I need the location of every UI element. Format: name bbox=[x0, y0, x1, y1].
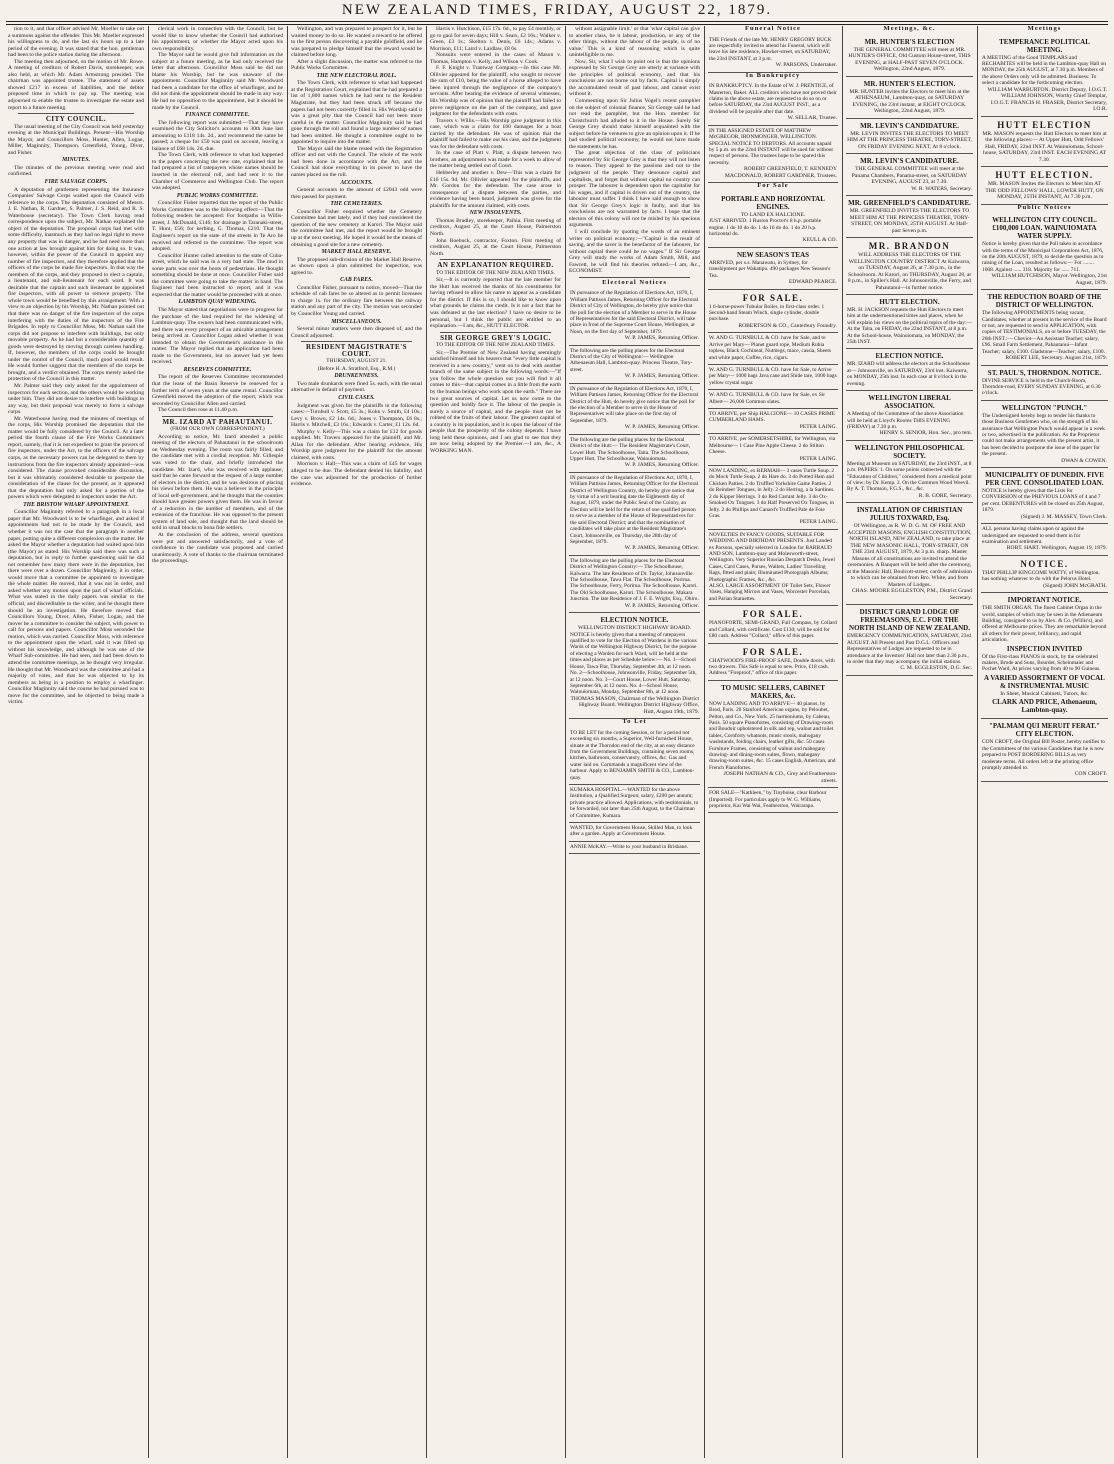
article-text: The Mayor stated that negotiations were in progress for the purchase of the land required for the widening of Lambton-quay. The owners had been communicated with, and there was every prospect of an amicable arrangement being arrived at. Councillor Logan asked whether it was intended to obtain the Government's assistance in the matter. The Mayor replied that an application had been made to the Government, but no answer had yet been received. bbox=[152, 306, 283, 366]
notice-title: MR. GREENFIELD'S CANDIDATURE. bbox=[848, 199, 971, 208]
article-text: The minutes of the previous meeting were read and confirmed. bbox=[8, 164, 144, 178]
column-divider bbox=[704, 26, 705, 1458]
headline-city-council: CITY COUNCIL. bbox=[45, 115, 107, 124]
notice-ad bbox=[846, 441, 973, 504]
notice-ad bbox=[708, 290, 838, 334]
article-text: The Town Clerk, with reference to what had happened at the Registration Court, explained that he had prepared a list of 1,800 names which he had sent to the Resident Magistrate, but they had been struck off because the papers had not been correctly filled in. His Worship said it was a great pity that the Council had not been more careful in the matter. Councillor Maginnity said he had gone through the roll and found a large number of names had been omitted. He thought a committee ought to be appointed to inquire into the matter. bbox=[291, 80, 422, 146]
notice-text: NOTICE is hereby given that a meeting of ratepayers qualified to vote for the Election of Wardens in the various Wards of the Wellington Highway District, for the purpose of electing a Warden for each Ward, will be held at the times and places as per Schedule below:— No. 1—School House, Tawa Flat, Thursday, September 4th, at 12 noon. No. 2—Schoolhouse, Johnsonville, Friday, September 5th, at 12 noon. No. 3—Court House, Lower Hutt, Saturday, September 6th, at 12 noon. No. 4—School House, Wainuiomata, Monday, September 8th, at 12 noon. bbox=[570, 631, 697, 696]
headline-grey-logic: SIR GEORGE GREY'S LOGIC. bbox=[440, 333, 551, 342]
notice-title: DISTRICT GRAND LODGE OF FREEMASONS, E.C. FOR THE NORTH ISLAND OF NEW ZEALAND. bbox=[849, 608, 970, 633]
notice-text: MR. IZARD will address the electors at the Schoolhouse at— Johnsonville, on SATURDAY, 23rd inst. Kaiwarra, on MONDAY, 25th inst. In each case at 8 o'clock in the evening. bbox=[847, 361, 970, 387]
notice-signature: HENRY S. SENIOR, Hon. Sec., pro tem. bbox=[879, 430, 972, 437]
notice-ad bbox=[569, 384, 700, 435]
notice-text: THE SMITH ORGAN. The finest Cabinet Organ in the world, samples of which may be seen in the Athenaeum Building, consigned to us by Alex. & Co. (Willis's), and offered at Melbourne prices. They are remarkable beyond all others for their power, brilliancy, and rapid articulation. bbox=[982, 605, 1107, 644]
notice-text: ALL persons having claims upon or against the undersigned are requested to send them in for examination and settlement. bbox=[982, 526, 1085, 545]
column-divider bbox=[842, 26, 843, 1458]
notice-ad bbox=[981, 468, 1108, 524]
notice-signature: PETER LAING. bbox=[799, 455, 837, 462]
notice-ad bbox=[708, 248, 838, 290]
notice-ad bbox=[981, 719, 1108, 782]
notice-ad bbox=[569, 823, 700, 842]
notice-title: ELECTION NOTICE. bbox=[600, 616, 669, 625]
notice-text: NOW LANDING, ex BERMAH— 3 cases Turtle Soup. 2 do Mock Turtle Soup. 2 do Hare do. 3 do Potted Ham and Chicken Patties. 2 do Truffled Yorkshire Game Patties. 2 do Reindeer Tongues, in Jelly. 2 do Herring, a la Sardines. 2 do Kipper Herrings. 3 do Red Carrant Jelly. 3 do Ox-Smoked Ox Tongues. 3 do Half Preserved Ox Tongues, in Jelly. 2 do Phillips and Canard's Truffled Pate de Foie Gras. bbox=[709, 468, 835, 519]
column-3 bbox=[291, 26, 422, 1458]
dateline: (Before H. A. Stratford, Esq., R.M.) bbox=[317, 365, 396, 372]
notice-text: MR. MASON Invites the Electors to Meet him AT THE ODD FELLOWS' HALL, LOWER HUTT, ON MONDAY, 25TH INSTANT, At 7.30 p.m. bbox=[985, 181, 1104, 201]
notice-ad bbox=[569, 785, 700, 823]
article-text: F. F. Knight v. Tramway Company.—In this case Mr. Ollivier appeared for the plaintiff, who sought to recover the sum of £10, being the value of a horse alleged to have been injured through the negligence of the company's servants. After hearing the evidence of several witnesses, His Worship was of opinion that the plaintiff had failed to prove negligence on the part of the company, and gave judgment for the defendants with costs. bbox=[430, 65, 561, 118]
section-bankruptcy: In Bankruptcy bbox=[745, 71, 801, 79]
notice-ad bbox=[981, 167, 1108, 205]
notice-title: NEW SEASON'S TEAS bbox=[736, 250, 810, 259]
notice-text: PIANOFORTE, SEMI-GRAND, Full Compass, by Collard and Collard, with certificate. Cost £130; will be sold for £80 cash. Address "Collard," office of this paper. bbox=[709, 620, 837, 640]
notice-text: WILL ADDRESS THE ELECTORS OF THE WELLINGTON COUNTRY DISTRICT At Kaiwarra, on TUESDAY, August 26, at 7.30 p.m., in the Schoolroom. At Karori, on THURSDAY, August 28, at 8 p.m., in Spiller's Hall. At Johnsonville, the Ferry, and Pahautanui—in further notice. bbox=[847, 252, 972, 291]
subhead: THE CEMETERIES. bbox=[330, 201, 383, 208]
notice-signature: W. R. WATERS, Secretary. bbox=[911, 185, 972, 192]
notice-ad bbox=[708, 365, 838, 390]
notice-text: The following are the polling places for the Electoral District of the City of Wellington:— Wellington Athenaeum Hall, Lambton-quay. Princess Theatre, Tory-street. bbox=[570, 347, 693, 373]
notice-signature: W. SELLAR, Trustee. bbox=[787, 115, 837, 122]
subhead: THE BRISTOW WHARF APPOINTMENT. bbox=[23, 501, 129, 508]
notice-ad bbox=[846, 196, 973, 238]
notice-ad bbox=[708, 788, 838, 813]
notice-subtitle: TO LAND EX HALCIONE. bbox=[740, 211, 806, 218]
article-text: Two male drunkards were fined 5s. each, with the usual alternative in default of payment. bbox=[291, 380, 422, 394]
article-text: According to notice, Mr. Izard attended a public meeting of the electors of Pahautanui in the schoolroom on Wednesday evening. The room was fairly filled, and the candidate met with a cordial reception. Mr. Gillespie was voted to the chair, and briefly introduced the candidate. Mr. Izard, who was received with applause, said that he came forward at the request of a large number of electors in the district, and he was desirous of placing his views before them. He was a believer in the principle of local self-government, and he thought that the counties should have greater powers given them. He was in favour of a reduction in the number of members, and of the extension of the franchise. He was opposed to the present system of land sale, and thought that the land should be sold in small blocks to bona fide settlers. bbox=[152, 433, 283, 532]
notice-text: NOW LANDING AND TO ARRIVE— 40 pianos, by Brod, Paris. 20 Stanford American organs, by Peloubet, Pelton, and Co., New York. 25 harmoniums, by Cabeau, Paris. 50 square Pianofortes, consisting of Drawing-room and Boudoir upholstered in silk and rep, walnut and toilet tables, Cornforty whatnots, music stools, mahogany washstands, folding chairs, leather gifts, &c. 50 cases Furniture Frames, consisting of walnut and mahogany drawing- and dining-room suites, flown, mahogany drawing-room suites, &c. 15 cases English, American, and French Pianofortes. bbox=[709, 700, 836, 771]
notice-title: MR. LEVIN'S CANDIDATURE. bbox=[860, 121, 959, 130]
article-text: Harris v. Hutchison, £15 17s. 6d., to pay £4 monthly, or go to gaol for seven days; Hill v. Sears, £2 16s.; Walker v. Green, £3 1s.; Skelton v. Denis, £6 14s.; Adams v. Morrison, £11; Laird v. Laidlaw, £8 6s. bbox=[430, 26, 561, 52]
notice-subtitle: WELLINGTON DISTRICT HIGHWAY BOARD. bbox=[577, 625, 692, 632]
subhead: MARKET HALL RESERVE. bbox=[321, 249, 392, 256]
subhead: FIRE SALVAGE CORPS. bbox=[44, 179, 108, 186]
column-1 bbox=[8, 26, 144, 1458]
notice-signature: KEULL & CO. bbox=[802, 237, 837, 244]
notice-ad bbox=[846, 238, 973, 295]
notice-title: WELLINGTON LIBERAL ASSOCIATION. bbox=[868, 394, 951, 411]
article-text: Judgment was given for the plaintiffs in the following cases:—Turnbull v. Scott, £5 3s.; Kohn v. Smith, £4 10s.; Levy v. Brown, £2 14s. 6d.; Jones v. Thompson, £6 8s.; Harris v. Mitchell, £3 16s.; Edwards v. Carter, £1 12s. 6d. bbox=[291, 402, 422, 429]
notice-title: MR. HUNTER'S ELECTION. bbox=[863, 79, 956, 88]
subhead: MISCELLANEOUS. bbox=[331, 318, 382, 325]
notice-title: HUTT ELECTION bbox=[997, 119, 1092, 130]
notice-title: WELLINGTON CITY COUNCIL. £100,000 LOAN. WAINUIOMATA WATER SUPPLY. bbox=[992, 216, 1097, 241]
article-text: After a slight discussion, the matter was referred to the Public Works Committee. bbox=[291, 58, 422, 72]
notice-title: FOR SALE. bbox=[742, 292, 804, 303]
notice-ad bbox=[569, 556, 700, 613]
notice-ad bbox=[708, 681, 838, 788]
notice-text: Of the First-class PIANOS in stock, by the celebrated makers, Brode and Sons, Bourdet, Scheinmaier and Pochet Ward, At prices varying from 40 to 90 Guineas. bbox=[982, 653, 1101, 673]
article-text: Sir,—The Premier of New Zealand having seemingly satisfied himself and his hearers that "every little capital is received in a new country," went on to deal with another branch of the same subject in the following words:—"If you follow the whole question out you will find it all comes to this—that capital comes in a little from the earth by the human beings who work upon the earth." There are two great sources of capital. Let us now come to the question and boldly face it. The labour of the people is surely a source of capital, and the people must not be robbed of the fruits of their labour. The greatest capital of a country is its population, and it is upon the labour of the people that the prosperity of the colony depends. I have long held these opinions, and I am glad to see that they are now being adopted by the Premier.—I am, &c., A WORKING MAN. bbox=[430, 349, 561, 454]
article-text: The following report was submitted:—That they have examined the City Solicitor's accounts to 30th June last amounting to £118 14s. 2d., and recommend the same be passed; a cheque for £50 was paid on account, leaving a balance of £68 14s. 2d. due. bbox=[152, 119, 283, 152]
notice-text: IN pursuance of the Regulation of Elections Act, 1870, I, William Pattison James, Returning Officer for the Electoral District of Wellington Country, do hereby give notice that by virtue of a writ bearing date the Eighteenth day of August, 1879, under the Public Seal of the Colony, an Election will be held for the return of one qualified person to serve as a member of the House of Representatives for the said Electoral District; and that the nomination of candidates will take place at the Resident Magistrate's Court, Johnsonville, on Thursday, the 28th day of September, 1879. bbox=[570, 474, 699, 545]
notice-text: MR. MASON requests the Hutt Electors to meet him at the following places:— At Upper Hutt, Odd Fellows' Hall, FRIDAY, 22nd INST. At Wainuiomata, School-house, SATURDAY, 23rd INST. EACH EVENING AT 7.30. bbox=[982, 130, 1107, 163]
notice-signature: THOMAS MASON, Chairman of the Wellington District Highway Board. Wellington District Highway Office, Hutt, August 19th, 1879. bbox=[570, 695, 699, 715]
byline: (FROM OUR OWN CORRESPONDENT.) bbox=[170, 426, 265, 433]
section-meetings-2: Meetings bbox=[1027, 26, 1062, 32]
notice-ad bbox=[846, 295, 973, 349]
notice-text: FOR SALE—"Kathleen," by Tinyboise, clear Barbour (Imported). For particulars apply to W. G. Williams, proprietor, Kai Wai Wai, Featherston, Wairarapa. bbox=[709, 790, 827, 810]
article-text: A deputation of gentlemen representing the Insurance Companies' Salvage Corps waited upon the Council with reference to the corps. The deputation consisted of Messrs. J. E. Nathan, R. Gardner, S. Palmer, J. S. Reid, and R. S. Waterhouse (secretary). The Town Clerk having read correspondence upon the subject, Mr. Nathan explained the object of the deputation. The proposal corps had met with some difficulty, inasmuch as they had no legal right to move any property that was in danger, and he had need more than one action at law brought against him for doing so. It was, however, within the power of the Council to appoint any number of fire inspectors, and they therefore applied that the officers of the corps be made fire inspectors. In that way the members of the corps, and they proposed to elect a captain, a lieutenant, and sub-lieutenant for each ward. It was desirable that the captain and such lieutenant be appointed fire inspectors, with all power to remove property. The whole town would be benefited by this arrangement. With a view to an objection by his Worship, Mr. Nathan pointed out that there was no danger of the fire inspectors of the corps interfering with the duties of the inspectors of the Fire Brigades. In reply to Councillor Moss, Mr. Nathan said the corps did not propose to interfere with buildings, but only movable property. As he had but a considerable quantity of goods were destroyed by moving through careless handling. If, however, the members of the corps could be brought under the control of the Council, much good would result. He would further suggest that the members of the corps be brought, and a verdict obtained. The corps merely asked the protection of the Council in this matter. bbox=[8, 186, 144, 383]
notice-signature: W. P. JAMES, Returning Officer. bbox=[624, 335, 699, 342]
notice-text: Of Wellington, as R. W. D. G. M. OF FREE AND ACCEPTED MASONS, ENGLISH CONSTITUTION, NORTH ISLAND, NEW ZEALAND, to take place at THE NEW MASONIC HALL, TORY-STREET, ON THE 23rd AUGUST, 1879, At 3 p.m. sharp. Master Masons of all constitutions are invited to attend the ceremonies. A Banquet will be held after the ceremony, at the Masonic Hall, Boulcott-street; cards of admission to which can be obtained from Bro. White, and from Masters of Lodges. bbox=[847, 523, 972, 588]
notice-ad bbox=[708, 333, 838, 365]
notice-title: "PALMAM QUI MERUIT FERAT." CITY ELECTION. bbox=[988, 722, 1101, 739]
notice-ad bbox=[981, 290, 1108, 365]
article-text: In the case of Platt v. Platt, a dispute between two brothers, an adjournment was made for a week to allow of the matter being settled out of Court. bbox=[430, 150, 561, 170]
article-text: Hebberley and another v. Dew—This was a claim for £16 15s. 9d. Mr. Ollivier appeared for the plaintiffs, and Mr. Gordon for the defendant. The case arose in consequence of a dispute between the parties, and evidence having been heard, judgment was given for the plaintiffs for the amount claimed, with costs. bbox=[430, 170, 561, 209]
notice-ad bbox=[981, 524, 1108, 556]
notice-signature: W. PARSONS, Undertaker. bbox=[775, 62, 837, 69]
notice-text: IN pursuance of the Regulation of Elections Act, 1870, I, William Pattison James, Returning Officer for the Electoral District of City of Wellington, do hereby give notice that the poll for the election of a Member to serve in the House of Representatives for the said Electoral District, will take place in front of the Supreme Court House, Wellington, at Noon, on the first day of September, 1879. bbox=[570, 290, 699, 335]
notice-text: EMERGENCY COMMUNICATION, SATURDAY, 23rd AUGUST. All Present and Past D.G.L. Officers and Representatives of Lodges are requested to be in attendance at the Investors' Hall not later than 2.30 p.m., in order that they may accompany the initial stations. bbox=[847, 633, 971, 665]
notice-text: ARRIVED, per s.s. Manawatu, in Sydney, for transhipment per Wakatipu. 490 packages New Season's Tea. bbox=[709, 259, 831, 279]
letter-address: TO THE EDITOR OF THE NEW ZEALAND TIMES. bbox=[436, 269, 555, 276]
notice-title: ST. PAUL'S, THORNDON. NOTICE. bbox=[987, 368, 1102, 377]
notice-title: MR. HUNTER'S ELECTION bbox=[864, 37, 955, 46]
notice-title: INSPECTION INVITED bbox=[1006, 644, 1083, 653]
notice-ad bbox=[981, 117, 1108, 168]
notice-ad bbox=[569, 613, 700, 719]
notice-text: TO ARRIVE, per SOMERSETSHIRE, for Wellington, via Melbourne— 1 Case Pine Apple Cheese. 2 do Stilton Cheese. bbox=[709, 436, 836, 456]
article-text: Commenting upon Sir Julius Vogel's recent pamphlet on the subject of colonial finance, Sir George said he had not read the pamphlet, but the Hon. member for Christchurch had alluded to it in the House. Surely Sir George Grey should make himself acquainted with the subject before he ventures to give an opinion upon it. If he had studied political economy, he would not have made the statements he has. bbox=[569, 98, 700, 150]
notice-title: A VARIED ASSORTMENT OF VOCAL & INSTRUMENTAL MUSIC bbox=[984, 673, 1105, 690]
notice-title: ELECTION NOTICE. bbox=[875, 352, 944, 361]
notice-ad bbox=[708, 606, 838, 643]
notice-title: HUTT ELECTION. bbox=[995, 170, 1094, 181]
notice-text: IN pursuance of the Regulation of Elections Act, 1870, I, William Pattison James, Returning Officer for the Electoral District of the Hutt, do hereby give notice that the poll for the election of a Member to serve in the House of Representatives will take place on the first day of September, 1879. bbox=[570, 385, 699, 424]
notice-text: The following APPOINTMENTS being vacant, Candidates, whether at present in the service of the Board or not, are requested to send in APPLICATION, with copies of TESTIMONIALS, on or before TUESDAY, the 26th INST.:— Cheviot—An Assistant Teacher; salary, £96. Small Farm Settlement, Pahautanui—Infant Teacher; salary, £100. Gladstone—Teacher; salary, £100. bbox=[982, 310, 1107, 355]
notice-signature: JOSEPH NATHAN & CO., Grey and Featherston-streets. bbox=[723, 771, 837, 784]
notice-text: 1 6-horse-power Tubular Boiler, in first-class order. 1 Second-hand Steam Winch, single cylinder, double purchase. bbox=[709, 303, 825, 323]
notice-signature: CHAS. MOORE EGGLESTON, P.M., District Grand Secretary. bbox=[851, 588, 972, 601]
notice-text: KUMARA HOSPITAL.—WANTED for the above Institution, a Qualified Surgeon; salary, £200 per annum; private practice allowed. Applications, with testimonials, to be forwarded, not later than 25th August, to the Chairman of Committee, Kumara. bbox=[570, 787, 699, 819]
notice-title: FOR SALE. bbox=[742, 646, 804, 657]
article-text: Councillor Hunter called attention to the state of Cuba-street, which he said was in a very bad state. The mud in some parts was over the boots of pedestrians. He thought something should be done at once. Councillor Fisher said the committee were going to take the matter in hand. The Engineer had been instructed to report, and it was expected that the matter would be proceeded with at once. bbox=[152, 252, 283, 298]
notice-text: JUST ARRIVED. 1 Ruston Proctor's 8 h.p. portable engine. 1 do 10 do do. 1 do 16 do do. 1 do 20 h.p. horizontal do. bbox=[709, 218, 821, 238]
article-text: Nonsuits were entered in the cases of Mason v. Thomas, Hampton v. Kelly, and Wilson v. Cook. bbox=[430, 52, 561, 65]
notice-text: W. AND G. TURNBULL & CO. have for Sale, to Arrive per Mary— 1000 bags Java cane and Shide tare, 1000 bags yellow crystal sugar. bbox=[709, 367, 837, 386]
section-public-notices: Public Notices bbox=[1017, 203, 1072, 211]
notice-text: MR. HUNTER invites the Electors to meet him at the ATHENAEUM, Lambton-quay, on SATURDAY EVENING, the 23rd instant, at EIGHT O'CLOCK. bbox=[849, 88, 970, 108]
article-text: The usual meeting of the City Council was held yesterday evening at the Municipal Buildings. Present—His Worship the Mayor, and Councillors Moss, Hunter, Allen, Logan, Miller, Maginnity, Thompson, Greenfield, Young, Diver, and Fisher. bbox=[8, 123, 144, 156]
article-text: Murphy v. Kelly—This was a claim for £12 for goods supplied. Mr. Travers appeared for the plaintiff, and Mr. Allan for the defendant. After hearing evidence, His Worship gave judgment for the plaintiff for the amount claimed, with costs. bbox=[291, 428, 422, 461]
notice-ad bbox=[569, 435, 700, 473]
notice-text: THE Friends of the late Mr. HENRY GREGORY BUCK are respectfully invited to attend his Funeral, which will leave his late residence, Hawker-street, on SATURDAY, the 23rd INSTANT, at 3 p.m. bbox=[709, 36, 832, 62]
section-for-sale: For Sale bbox=[757, 182, 789, 190]
column-8 bbox=[981, 26, 1108, 1458]
notice-signature: R. B. GORE, Secretary. bbox=[918, 492, 972, 499]
notice-ad bbox=[846, 154, 973, 196]
notice-signature: W. P. JAMES, Returning Officer. bbox=[624, 373, 699, 380]
column-6 bbox=[708, 26, 838, 1458]
section-meetings: Meetings, &c. bbox=[883, 26, 936, 32]
notice-ad bbox=[846, 391, 973, 441]
notice-signature: WILLIAM HUTCHISON, Mayor. Wellington, 21st August, 1879. bbox=[991, 273, 1107, 286]
notice-signature: (Signed) JOHN McGRATH. bbox=[1043, 582, 1107, 589]
notice-title: IMPORTANT NOTICE. bbox=[1007, 596, 1082, 605]
notice-signature: CON CROFT. bbox=[1074, 771, 1107, 778]
article-text: Morrison v. Hall—This was a claim of £45 for wages alleged to be due. The defendant denied his liability, and the case was adjourned for the production of further evidence. bbox=[291, 461, 422, 488]
article-text: Councillor Maginnity referred to a paragraph in a local paper that Mr. Woodward is to be wharfinger, and asked if appointments had not to be made by the Council, and whether it was not the case that the paragraph in another paper, putting quite a different complexion on the matter. He asked the Mayor whether a deputation had waited upon him (the Mayor) as stated. His Worship said there was such a deputation, but in reply to further questioning said he did not remember how many there were in the deputation, but there were over a dozen. Councillor Maginnity, it in order, would move that a committee be appointed to investigate the whole matter. He moved, that it was not in order, and asked whether any motion upon the part of wharf officials. What was stated in the daily papers was similar to the official, and discreditable to the writer, and he thought there should be an investigation. He therefore moved that Councillors Young, Diver, Allen, Fisher, Logan, and the mover be a committee to consider the subject, with power to call for persons and papers. Councillor Moss seconded the motion, which was carried. Councillor Moss, with reference to the appointment upon the wharf, said it was filled up without his knowledge, and although he was one of the Wharf Sub-committee. He had seen, and had been down to attend the committee meetings, as he thought very irregular. He thought that Mr. Woodward was the committee and had a majority of votes, and that he was objected to by its members as being in a position to employ a wharfinger. Councillor Maginnity said the course he had pursued was to move for the committee, and he objected to being made a victim. bbox=[8, 509, 144, 706]
section-funeral-notice: Funeral Notice bbox=[745, 26, 801, 32]
notice-title: NOTICE. bbox=[1020, 558, 1069, 569]
article-text: Several minor matters were then disposed of, and the Council adjourned. bbox=[291, 326, 422, 339]
article-text: Mr. Palmer said they only asked for the appointment of inspectors for each section, and the others would be working under him. They did not desire to interfere with buildings in any way, but their proposal was merely to form a salvage corps. bbox=[8, 382, 144, 416]
article-text: John Roebuck, contractor, Foxton. First meeting of creditors, August 25, at the Court House, Palmerston North. bbox=[430, 237, 561, 257]
notice-text: The following are the polling places for the Electoral District of the Hutt:— The Resident Magistrate's Court, Lower Hutt. The Schoolhouse, Taita. The Schoolhouse, Upper Hutt. The Schoolhouse, Wainuiomata. bbox=[570, 436, 691, 462]
article-text: The great objection of the class of politicians represented by Sir George Grey is that they will not listen to reason. They appeal to the passions and not to the judgment of the people. They denounce capital and capitalists, and forget that without capital no country can prosper. The labourer is dependent upon the capitalist for his wages, and if capital is driven out of the country, the labourer must suffer. I think I have said enough to show that Sir George Grey's logic is faulty, and that his conclusions are not warranted by facts. I hope that the electors of this colony will not be misled by his specious arguments. bbox=[569, 150, 700, 229]
notice-title: MR. BRANDON bbox=[868, 241, 951, 252]
notice-title: HUTT ELECTION. bbox=[879, 298, 940, 307]
article-text: The report of the Reserves Committee recommended that the lease of the Basin Reserve be renewed for a further term of seven years at the same rental. Councillor Greenfield moved the adoption of the report, which was seconded by Councillor Allen and carried. bbox=[152, 374, 283, 407]
article-text: without assignable limit.' or that 'what capital can give to another class, be it labour, production, or any of the other things, without the labour of the people, is of no value.' This is a kind of reasoning which is quite unintelligible to me. bbox=[569, 26, 700, 59]
notice-signature: WILLIAM WARBURTON, District Deputy, I.O.G.T. WILLIAM JOHNSON, Worthy Chief Templar, I.O.G.T. FRANCIS H. FRASER, District Secretary, I.O.R. bbox=[987, 86, 1107, 113]
article-text: Councillor Fisher, pursuant to notice, moved—That the schedule of cab fares be so altered as to permit licensees to charge 1s. for the ordinary fare between the railway station and any part of the city. The motion was seconded by Councillor Young and carried. bbox=[291, 284, 422, 317]
notice-ad bbox=[569, 473, 700, 556]
notice-signature: PETER LAING. bbox=[799, 423, 837, 430]
notice-text: ANNIE McKAY.—Write to your husband in Brisbane. bbox=[570, 843, 689, 850]
headline-explanation: AN EXPLANATION REQUIRED. bbox=[437, 261, 554, 270]
notice-title: PORTABLE AND HORIZONTAL ENGINES. bbox=[721, 194, 825, 211]
notice-text: A MEETING of the Good TEMPLARS and RECHABITES will be held in the Lambton-quay Hall on MONDAY, the 25th AUGUST, at 7.30 p.m. Members of the above Orders only will be admitted. Business: To select a candidate for the forthcoming election. bbox=[982, 54, 1106, 87]
article-text: The Mayor said he would give full information on the subject at a future meeting, as he had only received the letter that afternoon. Councillor Moss said he did not blame his Worship, but he was unaware of the appointment. Councillor Maginnity said Mr. Woodward had been a candidate for the office of wharfinger, and he did not think the appointment should be made in any way. He had no opposition to the appointment, but it should be made by the Council. bbox=[152, 52, 283, 111]
subhead: CAB FARES. bbox=[340, 277, 373, 284]
article-text: Now, Sir, what I wish to point out is that the opinions expressed by Sir George Grey are utterly at variance with the principles of political economy, and that his conclusions are not borne out by facts. Capital is simply the accumulated result of past labour, and cannot exist without it. bbox=[569, 58, 700, 98]
article-text: tion to it, and that officer advised Mr. Moeller to take out a summons against the offender. This Mr. Moeller expressed his willingness to do, and the last six hours up to a late period of the evening. It was stated that the hon. gentleman had been to the police station during the afternoon. bbox=[8, 26, 144, 59]
notice-title: WELLINGTON PHILOSOPHICAL SOCIETY. bbox=[854, 443, 965, 460]
notice-text: The Undersigned hereby begs to tender his thanks to those Business Gentlemen who, on the strength of his assurance that Wellington Punch would appear in a week or two, advertised in the publication. As the Proprietor could not make arrangements with the present artist, it has been decided to postpone the issue of the paper for the present. bbox=[982, 412, 1105, 458]
notice-text: IN BANKRUPTCY. In the Estate of W. J. PRENTICE, of Masterton, Baker. ALL creditors who have not proved their claims in the above estate, are requested to do so on or before SATURDAY, the 23rd AUGUST INST., as a dividend will be payable after that date. bbox=[709, 83, 837, 115]
notice-ad bbox=[981, 366, 1108, 401]
article-text: Thomas Bradley, storekeeper, Paihia. First meeting of creditors, August 25, at the Court House, Palmerston North. bbox=[430, 217, 561, 237]
notice-ad bbox=[846, 119, 973, 155]
notice-text: Notice is hereby given that the Poll taken in accordance with the terms of the Municipal Corporations Act, 1876, on the 20th AUGUST, 1879, to decide the question as to raising of the Loan, resulted as follows:— For ........ 1008. Against ...... 318. Majority for ...... 711. bbox=[982, 241, 1104, 273]
article-text: At the conclusion of the address, several questions were put and answered satisfactorily, and a vote of confidence in the candidate was proposed and carried unanimously. A vote of thanks to the chairman terminated the proceedings. bbox=[152, 532, 283, 565]
subhead: LAMBTON QUAY WIDENING. bbox=[178, 299, 257, 306]
notice-title: FOR SALE. bbox=[742, 609, 804, 620]
notice-ad bbox=[708, 434, 838, 466]
masthead-rule-bottom bbox=[6, 24, 1108, 25]
article-text: Wellington, and was prepared to prospect for it, but he wanted money to do so. He wanted a reward to be offered to the first person discovering a payable goldfield, and he was prepared to pledge himself that the reward would be claimed before long. bbox=[291, 26, 422, 59]
notice-ad bbox=[981, 556, 1108, 593]
subhead: PUBLIC WORKS COMMITTEE. bbox=[176, 192, 259, 199]
notice-ad bbox=[708, 126, 838, 183]
notice-text: The following are the polling places for the Electoral District of Wellington Country:— The Schoolhouse, Kaiwarra. The late Residence of Dr. Taylor, Johnsonville. The Schoolhouse, Tawa Flat. The Schoolhouse, Porirua. The Schoolhouse, Ferry, Porirua. The Schoolhouse, Karori. The Old Schoolhouse, Karori. The Schoolhouse, Makara Junction. The late Residence of J. F. E. Wright, Esq., Ohiro. bbox=[570, 557, 699, 603]
article-text: The Council then rose at 11.40 p.m. bbox=[158, 407, 239, 414]
notice-ad bbox=[846, 605, 973, 676]
notice-text: Meeting at Museum on SATURDAY, the 23rd INST., at 8 p.m. PAPERS: 1. On some points connected with the "Education of Children," considered from a medical point of view; by Dr. Kemp. 2. On the Common Wood Weevil. By A. T. Thomson, F.G.S., &c., &c. bbox=[847, 460, 972, 493]
notice-text: CON CROFT, the Original Bill Poster, hereby notifies to the Committees of the various Candidates that he is now prepared to POST BORDERING BILLS as very moderate terms. All orders left at the printing office promptly attended to. bbox=[982, 739, 1105, 771]
column-divider bbox=[977, 26, 978, 1458]
subhead: CIVIL CASES. bbox=[338, 394, 375, 401]
notice-signature: W. P. JAMES, Returning Officer. bbox=[624, 424, 699, 431]
notice-text: WANTED, for Government House, Skilled Man, to look after a garden. Apply at Government House. bbox=[570, 825, 693, 838]
notice-title: CLARK AND PRICE, Athenaeum, Lambton-quay. bbox=[992, 698, 1097, 715]
notice-ad bbox=[846, 35, 973, 77]
column-7 bbox=[846, 26, 973, 1458]
subhead: DRUNKENNESS. bbox=[334, 373, 379, 380]
notice-text: CHATWOOD'S FIRE-PROOF SAFE, Double doors, with two drawers. This Safe is equal to new. Price, £18 cash. Address "Fireproof," office of this paper. bbox=[709, 657, 835, 677]
notice-ad bbox=[569, 288, 700, 345]
subhead: ACCOUNTS. bbox=[340, 179, 373, 186]
notice-ad bbox=[981, 213, 1108, 290]
notice-title: INSTALLATION OF CHRISTIAN JULIUS TOXWARD, Esq. bbox=[856, 506, 963, 523]
article-text: Mr. Waterhouse having read the minutes of meetings of the corps, His Worship promised the deputation that the matter would be fully considered by the Council. At a later period the fourth clause of the Fire Works Committee's report, namely, that it is not expedient to grant the powers of fire inspectors, under the Act, to the officers of the salvage corps, as the necessary powers can be delegated to them by instructions from the fire inspectors already appointed—was considered. The clause provoked considerable discussion, but it was ultimately considered desirable to postpone the consideration of the clause for the present, as it appeared that the deputation had only asked for a portion of the powers which were delegated to inspectors under the Act. bbox=[8, 415, 144, 501]
notice-title: MR. LEVIN'S CANDIDATURE. bbox=[860, 157, 959, 166]
article-text: Sir,—It is currently reported that the late member for the Hutt has received the thanks of his constituents for having refused to allow his name to appear as a candidate for the district. If this is so, I should like to know upon what grounds he claims the credit. Is it not a fact that he was defeated at the last election? I have no desire to be personal, but I think the public are entitled to an explanation.—I am, &c., HUTT ELECTOR. bbox=[430, 277, 561, 330]
notice-date: Wellington, 22nd August, 1879. bbox=[873, 66, 946, 73]
subhead: FINANCE COMMITTEE. bbox=[185, 112, 250, 119]
notice-ad bbox=[708, 644, 838, 681]
notice-ad bbox=[708, 35, 838, 73]
notice-signature: EDWARD PEARCE. bbox=[788, 279, 837, 286]
article-text: Councillor Fisher enquired whether the Cemetery Committee had met lately, and if they had considered the question of the new cemetery at Karori. The Mayor said the committee had met, and the report would be brought up at the next meeting. He hoped it would be the means of obtaining a good site for a new cemetery. bbox=[291, 208, 422, 248]
notice-title: MUNICIPALITY OF DUNEDIN. FIVE PER CENT. CONSOLIDATED LOAN. bbox=[985, 471, 1104, 488]
column-4 bbox=[430, 26, 561, 1458]
notice-ad bbox=[708, 390, 838, 409]
article-text: The proposed sub-division of the Market Hall Reserve, as shown upon a plan submitted for inspection, was agreed to. bbox=[291, 256, 422, 276]
notice-signature: ROBERTSON & CO., Canterbury Foundry. bbox=[738, 322, 837, 329]
subhead: MINUTES. bbox=[62, 157, 90, 164]
notice-text: MR. GREENFIELD INVITES THE ELECTORS TO MEET HIM AT THE PRINCESS THEATRE, TORY-STREET, ON MONDAY, 25TH AUGUST. At Half-past Seven p.m. bbox=[849, 208, 970, 234]
notice-signature: W. P. JAMES, Returning Officer. bbox=[624, 602, 699, 609]
notice-ad bbox=[846, 349, 973, 391]
notice-signature: (Signed) J. M. MASSEY, Town Clerk. bbox=[1021, 513, 1107, 520]
headline-izard: MR. IZARD AT PAHAUTANUI. bbox=[162, 417, 273, 426]
subhead: NEW INSOLVENTS. bbox=[469, 210, 522, 217]
notice-ad bbox=[569, 842, 700, 854]
column-5 bbox=[569, 26, 700, 1458]
notice-signature: DWAN & COWEN. bbox=[1061, 457, 1107, 464]
notice-ad bbox=[846, 77, 973, 119]
notice-text: DIVINE SERVICE is held in the Church-Room, Thorndon-road, EVERY SUNDAY EVENING, at 6.30 o'clock. bbox=[982, 377, 1101, 397]
notice-title: TO MUSIC SELLERS, CABINET MAKERS, &c. bbox=[721, 683, 825, 700]
notice-text: W. AND G. TURNBULL & CO. have for Sale, and to Arrive per Mary— Planet guard rope, Medium Rubia topless, Black Cochineal, Nutmegs, mace, cassia, Sheets and white paper, Coffee, rice, cigars. bbox=[709, 335, 832, 361]
notice-ad bbox=[846, 503, 973, 605]
notice-date: Wellington, 22nd August, 1879. bbox=[873, 108, 946, 115]
article-text: clerical work in connection with the Council, but he would like to know whether the Council had authorised his appointment, or whether the Mayor acted upon his own responsibility. bbox=[152, 26, 283, 52]
notice-text: NOVELTIES IN FANCY GOODS, SUITABLE FOR WEDDING AND BIRTHDAY PRESENTS. Just Landed ex Parsons, specially selected in London for BARRAUD AND SON, Lambton-quay and Molesworth-street, Wellington. Very Superior Russian Despatch Desks, Jewel Cases, Card Cases, Purses, Wallets, Ladies' Travelling Bags, fitted and plain; Illuminated Photograph Albums; Photographic Frames, &c., &c. bbox=[709, 531, 835, 583]
notice-text: W. AND G. TURNBULL & CO. have for Sale, ex Sir Albert— 26,000 Common slates. bbox=[709, 392, 825, 405]
notice-text: IN THE ASSIGNED ESTATE OF MATTHEW McGREGOR, IRONMONGER, WELLINGTON. SPECIAL NOTICE TO DEBTORS. All accounts unpaid by 5 p.m. on the 22nd INSTANT will be sued for without respect of persons. The trustees hope to be spared this necessity. bbox=[709, 127, 833, 166]
subhead: THE NEW ELECTORAL ROLL. bbox=[316, 72, 397, 79]
notice-text: MR. H. JACKSON requests the Hutt Electors to meet him at the undermentioned times and places, when he will explain his views on the political topics of the day:— At the Taita, on FRIDAY, the 22nd INSTANT, at 8 p.m. At the School-house, Wainuiomata, on MONDAY, the 25th INST. bbox=[847, 307, 972, 346]
notice-ad bbox=[981, 401, 1108, 468]
notice-title: WELLINGTON "PUNCH." bbox=[1001, 403, 1088, 412]
notice-ad bbox=[708, 466, 838, 530]
notice-text: In Sheet, Musical Cabinets, Tutors, &c. bbox=[1000, 690, 1089, 697]
notice-ad bbox=[569, 728, 700, 785]
notice-ad bbox=[708, 81, 838, 126]
notice-signature: ROBT. HART. Wellington, August 19, 1879. bbox=[1006, 545, 1107, 552]
notice-title: TEMPERANCE POLITICAL MEETING. bbox=[999, 37, 1090, 54]
column-2 bbox=[152, 26, 283, 1458]
notice-signature: PETER LAING. bbox=[799, 519, 837, 526]
column-divider bbox=[148, 26, 149, 1458]
article-text: The meeting then adjourned, on the motion of Mr. Rowe. A meeting of creditors of Robert Davis, storekeeper, was also held, at which Mr. Adam Armstrong presided. The chairman was appointed trustee. The statement of assets showed £217 in excess of liabilities, and the debtor proposed time in which to pay up. The meeting was adjourned to enable the trustee to investigate the estate and report to a future meeting. bbox=[8, 58, 144, 111]
notice-text: THE GENERAL COMMITTEE will meet at the Panama Chambers, Panama-street, on SATURDAY EVENING, AUGUST 23, at 7.30. bbox=[851, 166, 968, 186]
notice-signature: ROBERT LEE, Secretary. August 21st, 1879. bbox=[1005, 355, 1107, 361]
column-divider bbox=[426, 26, 427, 1458]
subhead: RESERVES COMMITTEE. bbox=[183, 366, 252, 373]
notice-text: NOTICE is hereby given that the Lists for CONVERSION of the PREVIOUS LOANS of 4 and 7 per cent. DEBENTURES will be closed on 25th August, 1879. bbox=[982, 488, 1104, 514]
notice-signature: ROBERT GREENFIELD, T. KENNEDY MACDONALD, ROBERT GARDNER, Trustees. bbox=[724, 166, 837, 179]
notice-ad bbox=[708, 192, 838, 248]
notice-ad bbox=[569, 346, 700, 384]
article-text: Travers v. Willis.—His Worship gave judgment in this case, which was a claim for £60 damages for a boat carried by the defendant. He was of opinion that the plaintiff had failed to make out his case, and the judgment was for the defendant with costs. bbox=[430, 117, 561, 150]
notice-ad bbox=[708, 530, 838, 606]
letter-address: TO THE EDITOR OF THE NEW ZEALAND TIMES. bbox=[436, 342, 555, 349]
section-electoral-notices: Electoral Notices bbox=[602, 278, 667, 286]
article-text: Councillor Fisher reported that the report of the Public Works Committee was to the following effect:—That the following tenders be accepted: For footpaths in Willis-street, J. McDonald, £146; for drainage in Taranaki-street, T. Hunt, £56; for kerbing, G. Thomas, £210. That the Engineer's report on the state of the streets in Te Aro be received and referred to the committee. The report was adopted. bbox=[152, 200, 283, 253]
article-text: The Town Clerk, with reference to what had happened to the papers concerning the new rate, explained that he had prepared a list of ratepayers whose names should be inserted in the electoral roll, and had sent it to the Chamber of Commerce and Wellington Club. The report was adopted. bbox=[152, 152, 283, 192]
notice-text: THAT PHILLIP KINGCOME WATTY, of Wellington, has nothing whatever to do with the Pelorus Hotel. bbox=[982, 569, 1100, 583]
notice-text: MR. LEVIN INVITES THE ELECTORS TO MEET HIM AT THE PRINCESS THEATRE, TORY-STREET, ON FRIDAY EVENING NEXT, At 8 o'clock. bbox=[847, 130, 972, 150]
notice-ad bbox=[708, 409, 838, 434]
article-text: General accounts to the amount of £2043 odd were then passed for payment. bbox=[291, 187, 422, 200]
notice-signature: W. P. JAMES, Returning Officer. bbox=[624, 462, 699, 469]
column-divider bbox=[287, 26, 288, 1458]
notice-text: TO BE LET for the coming Session, or for a period not exceeding six months, a Superior, Well-furnished House, situate at the Thorndon end of the city, at an easy distance from the Government Buildings, containing seven rooms, kitchen, bathroom, conservatory, offices, &c. Gas and water laid on. Commands a magnificent view of the harbour. Apply to BENJAMIN SMITH & CO., Lambton-quay. bbox=[570, 729, 695, 781]
masthead: NEW ZEALAND TIMES, FRIDAY, AUGUST 22, 1879. bbox=[341, 2, 773, 18]
article-text: The Mayor said the blame rested with the Registration officer and not with the Council. The whole of the work had been done in accordance with the Act, and the Council had done everything in its power to have the names placed on the roll. bbox=[291, 145, 422, 179]
section-to-let: To Let bbox=[622, 718, 647, 726]
notice-text: ALSO, LARGE ASSORTMENT OF Toilet Sets, Flower Vases, Hanging Mirrors and Vases, Worcester Porcelain, and Parian Statuettes. bbox=[709, 583, 831, 602]
notice-signature: W. P. JAMES, Returning Officer. bbox=[624, 545, 699, 552]
notice-text: TO ARRIVE, per Ship HALCIONE— 10 CASES PRIME CUMBERLAND HAMS. bbox=[709, 411, 835, 424]
dateline: THURSDAY, AUGUST 21. bbox=[326, 358, 387, 365]
notice-text: THE GENERAL COMMITTEE will meet at MR. HUNTER'S OFFICE, Old Custom House-street, THIS EVENING, at HALF-PAST SEVEN O'CLOCK. bbox=[848, 46, 971, 66]
notice-signature: C. M. EGGLESTON, D.G. Sec. bbox=[900, 665, 972, 672]
notice-text: A Meeting of the Committee of the above Association will be held at Lloyd's Rooms THIS EVENING (FRIDAY) at 7.30 p.m. bbox=[847, 411, 964, 430]
column-divider bbox=[565, 26, 566, 1458]
masthead-rule-top bbox=[6, 21, 1108, 22]
headline-rm-court: RESIDENT MAGISTRATE'S COURT. bbox=[305, 343, 408, 358]
notice-ad bbox=[981, 593, 1108, 719]
notice-ad bbox=[981, 35, 1108, 117]
notice-title: THE REDUCTION BOARD OF THE DISTRICT OF WELLINGTON. bbox=[987, 293, 1102, 310]
article-text: I will conclude by quoting the words of an eminent writer on political economy:—"Capital is the result of saving, and the saver is the benefactor of the labourer, for without capital there could be no wages." If Sir George Grey will study the works of Adam Smith, Mill, and Fawcett, he will find his theories refuted.—I am, &c., ECONOMIST. bbox=[569, 228, 700, 275]
